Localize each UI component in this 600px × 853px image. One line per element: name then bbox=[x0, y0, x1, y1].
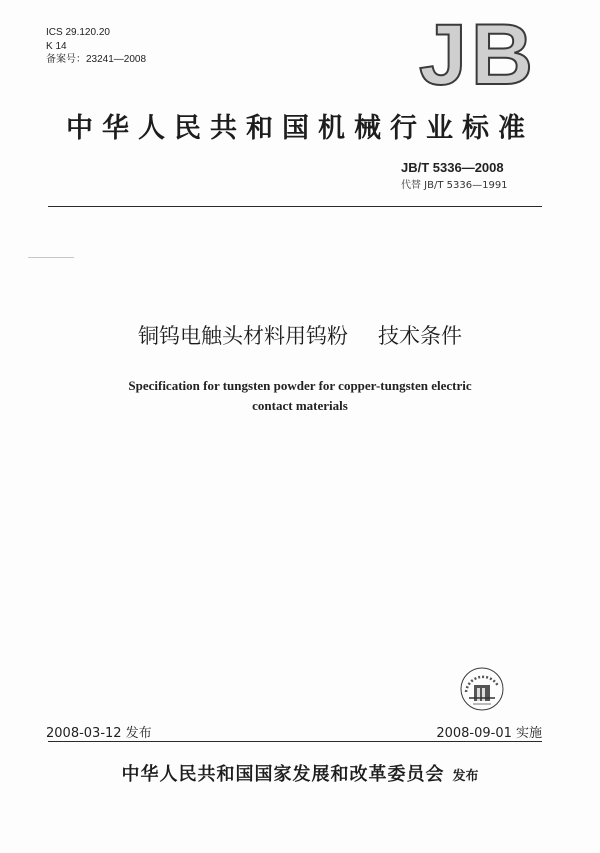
publisher-issued: 发布 bbox=[452, 769, 479, 784]
implementation-date: 2008-09-01 实施 bbox=[436, 726, 542, 741]
chinese-title-main: 铜钨电触头材料用钨粉 bbox=[138, 324, 348, 348]
classification-block bbox=[46, 26, 146, 67]
publisher-org: 中华人民共和国国家发展和改革委员会 bbox=[121, 764, 445, 785]
class-code: K 14 bbox=[46, 40, 67, 52]
publisher-line bbox=[0, 760, 600, 786]
faint-mark bbox=[28, 257, 74, 258]
record-number: 备案号：23241—2008 bbox=[46, 54, 147, 65]
bottom-divider bbox=[48, 741, 542, 742]
release-date: 2008-03-12 发布 bbox=[46, 726, 152, 741]
standard-number: JB/T 5336—2008 bbox=[401, 160, 504, 175]
jb-logo-icon bbox=[403, 14, 553, 94]
ics-code: ICS 29.120.20 bbox=[46, 27, 110, 38]
english-title bbox=[60, 376, 540, 416]
chinese-title-sub: 技术条件 bbox=[378, 324, 462, 348]
industry-standard-title: 中华人民共和国机械行业标准 bbox=[66, 113, 534, 144]
replaces-standard: 代替 JB/T 5336—1991 bbox=[401, 180, 508, 191]
top-divider bbox=[48, 206, 542, 207]
publisher-seal-icon bbox=[457, 664, 507, 714]
english-title-line-2: contact materials bbox=[252, 398, 348, 413]
chinese-title bbox=[0, 320, 600, 350]
english-title-line-1: Specification for tungsten powder for copper-tungsten electric bbox=[128, 378, 472, 393]
jb-logo-text: JB bbox=[419, 14, 537, 94]
